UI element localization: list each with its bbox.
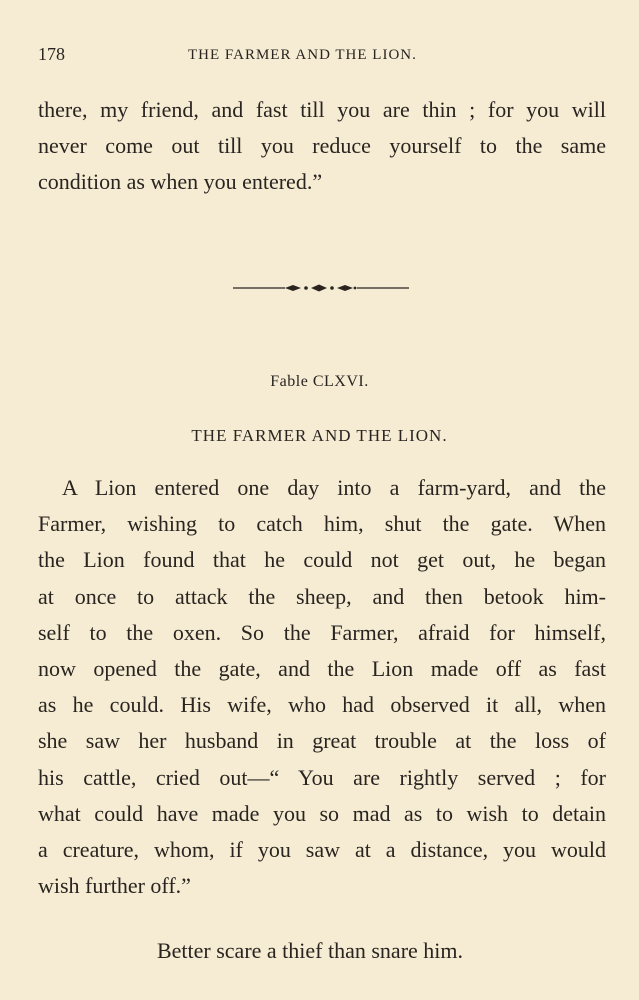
page-number: 178	[38, 44, 65, 64]
text-line: A Lion entered one day into a farm-yard, and the	[62, 475, 606, 500]
running-head	[38, 44, 608, 70]
fable-number: Fable CLXVI.	[270, 373, 369, 390]
fable-body	[38, 470, 606, 904]
text-line: self to the oxen. So the Farmer, afraid for himself,	[38, 619, 606, 645]
text-line: condition as when you entered.”	[38, 169, 323, 195]
text-line: wish further off.”	[38, 873, 191, 899]
text-line: now opened the gate, and the Lion made off as fast	[38, 656, 606, 682]
fable-title: THE FARMER AND THE LION.	[191, 426, 448, 445]
text-line: what could have made you so mad as to wish to detain	[38, 800, 606, 826]
text-line: Farmer, wishing to catch him, shut the gate. When	[38, 511, 606, 537]
text-line: a creature, whom, if you saw at a distance, you would	[38, 837, 606, 863]
text-line: she saw her husband in great trouble at the loss of	[38, 728, 606, 754]
text-line: his cattle, cried out—“ You are rightly served ; for	[38, 764, 606, 790]
text-line: never come out till you reduce yourself to the same	[38, 133, 606, 159]
text-line: as he could. His wife, who had observed it all, when	[38, 692, 606, 718]
text-line: at once to attack the sheep, and then betook him-	[38, 583, 606, 609]
fable-moral: Better scare a thief than snare him.	[156, 938, 464, 963]
text-line: the Lion found that he could not get out, he began	[38, 547, 606, 573]
continuation-paragraph	[38, 92, 606, 201]
ornamental-divider	[233, 280, 409, 296]
running-title: THE FARMER AND THE LION.	[188, 47, 417, 63]
text-line: there, my friend, and fast till you are thin ; for you will	[38, 97, 606, 122]
